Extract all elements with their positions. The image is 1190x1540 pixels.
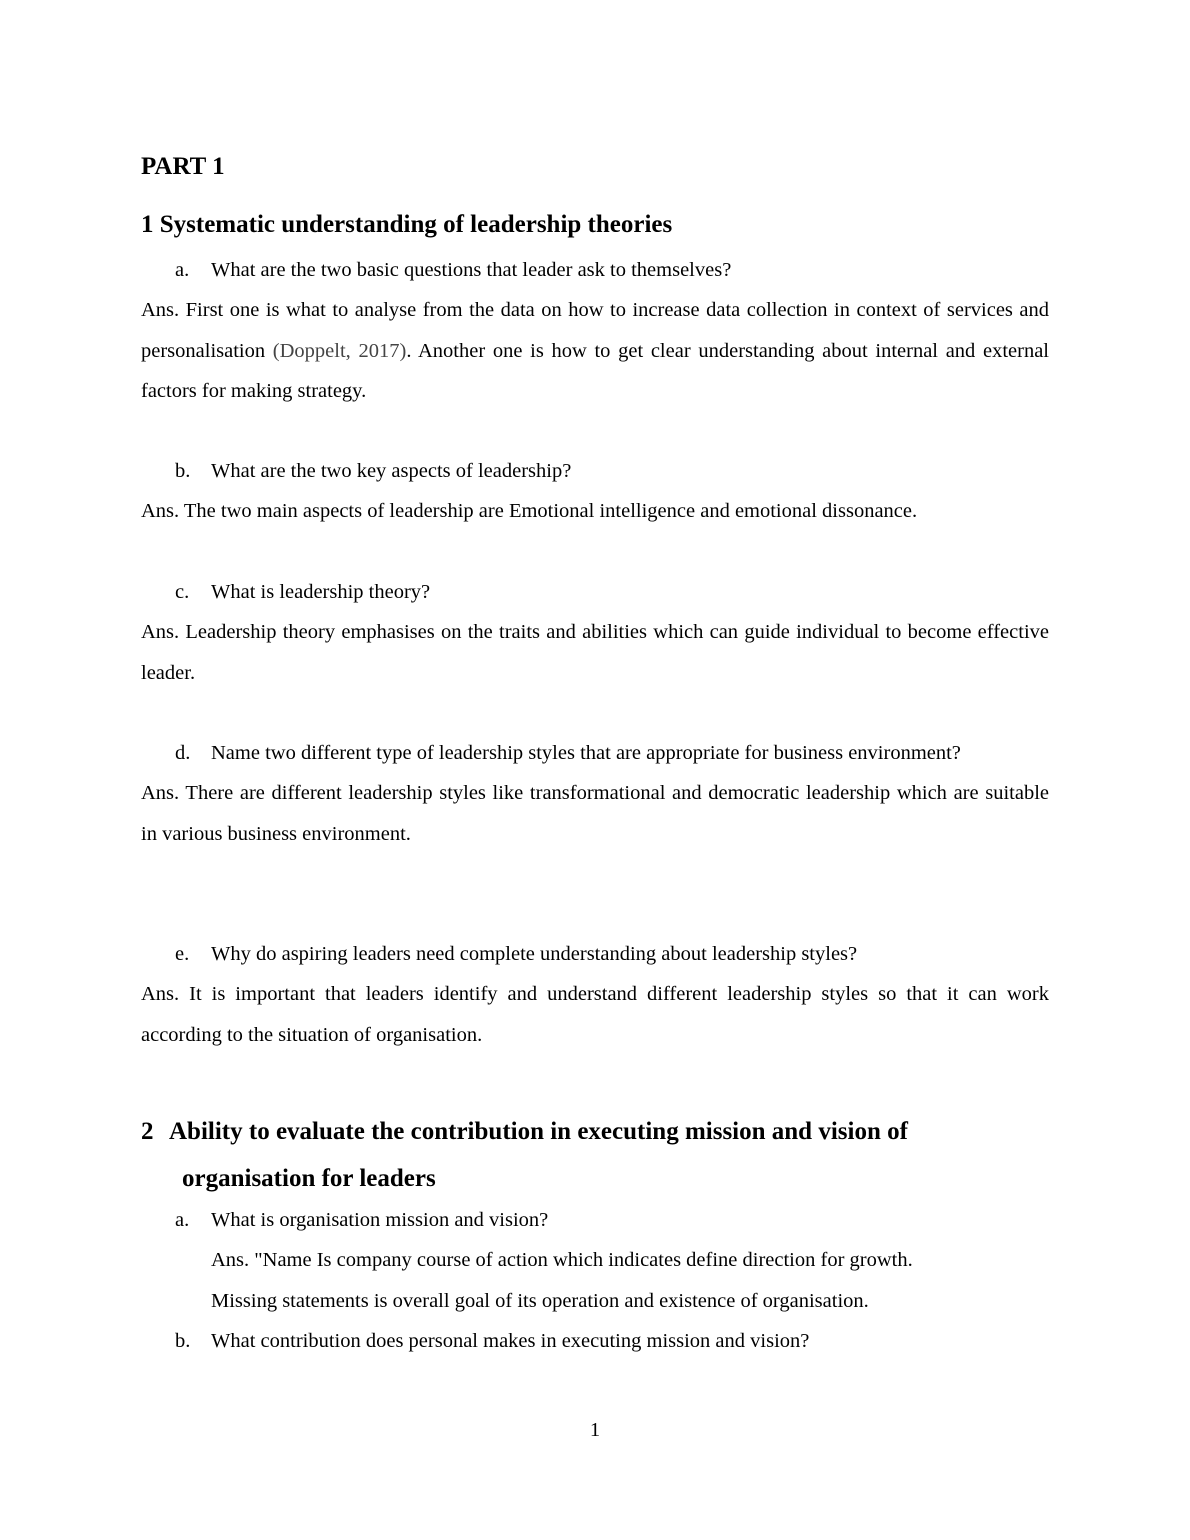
- question-label: e.: [175, 943, 190, 965]
- page-number: 1: [589, 1419, 601, 1441]
- answer-1c: Ans. Leadership theory emphasises on the traits and abilities which can guide individual to become effective leader.: [141, 621, 1049, 684]
- question-label: b.: [175, 460, 191, 482]
- question-label: d.: [175, 742, 191, 764]
- question-block-1a: [141, 250, 1049, 412]
- question-2a: [141, 1200, 1049, 1240]
- answer-line: Ans. "Name Is company course of action which indicates define direction for growth.: [211, 1249, 913, 1272]
- section-2-title: [141, 1108, 1049, 1202]
- question-text: What is organisation mission and vision?: [211, 1209, 549, 1231]
- question-text: What contribution does personal makes in executing mission and vision?: [211, 1330, 810, 1352]
- section-2-title-line1: Ability to evaluate the contribution in executing mission and vision of: [169, 1118, 908, 1145]
- section-2-number: 2: [141, 1118, 154, 1145]
- section-2-title-line2: organisation for leaders: [182, 1165, 436, 1192]
- question-text: Name two different type of leadership styles that are appropriate for business environment?: [211, 742, 961, 764]
- question-text: What is leadership theory?: [211, 581, 431, 603]
- question-text: What are the two key aspects of leadership?: [211, 460, 572, 482]
- question-1c: [141, 572, 1049, 612]
- answer-1e: Ans. It is important that leaders identify and understand different leadership styles so that it can work according to the situation of organisation.: [141, 983, 1049, 1046]
- question-2b: [141, 1321, 1049, 1361]
- question-block-1d: [141, 733, 1049, 854]
- question-text: Why do aspiring leaders need complete understanding about leadership styles?: [211, 943, 858, 965]
- answer-text-cont: . Another one is how to get clear understanding about internal and external factors for making strategy.: [141, 339, 1049, 403]
- question-block-2b: [141, 1321, 1049, 1361]
- question-label: a.: [175, 259, 190, 281]
- answer-line: Missing statements is overall goal of its operation and existence of organisation.: [211, 1289, 869, 1312]
- question-1b: [141, 451, 1049, 491]
- answer-1b: Ans. The two main aspects of leadership are Emotional intelligence and emotional dissonance.: [141, 500, 918, 523]
- question-label: b.: [175, 1330, 191, 1352]
- part-title: PART 1: [141, 153, 225, 180]
- question-block-1e: [141, 934, 1049, 1055]
- citation-link[interactable]: (Doppelt, 2017): [272, 339, 407, 362]
- answer-1d: Ans. There are different leadership styles like transformational and democratic leadership which are suitable in various business environment.: [141, 782, 1049, 845]
- question-label: a.: [175, 1209, 190, 1231]
- question-block-1c: [141, 572, 1049, 693]
- question-text: What are the two basic questions that leader ask to themselves?: [211, 259, 732, 281]
- question-1a: [141, 250, 1049, 290]
- question-block-2a: [141, 1200, 1049, 1321]
- question-1e: [141, 934, 1049, 974]
- section-1-title: 1 Systematic understanding of leadership theories: [141, 211, 673, 238]
- question-1d: [141, 733, 1049, 773]
- question-block-1b: [141, 451, 1049, 532]
- answer-text: Ans. First one is what to analyse from the data on how to increase data collection in context of services and personalisation: [141, 299, 1049, 362]
- answer-2a: [141, 1240, 1049, 1321]
- answer-1a: [141, 290, 1049, 411]
- question-label: c.: [175, 581, 190, 603]
